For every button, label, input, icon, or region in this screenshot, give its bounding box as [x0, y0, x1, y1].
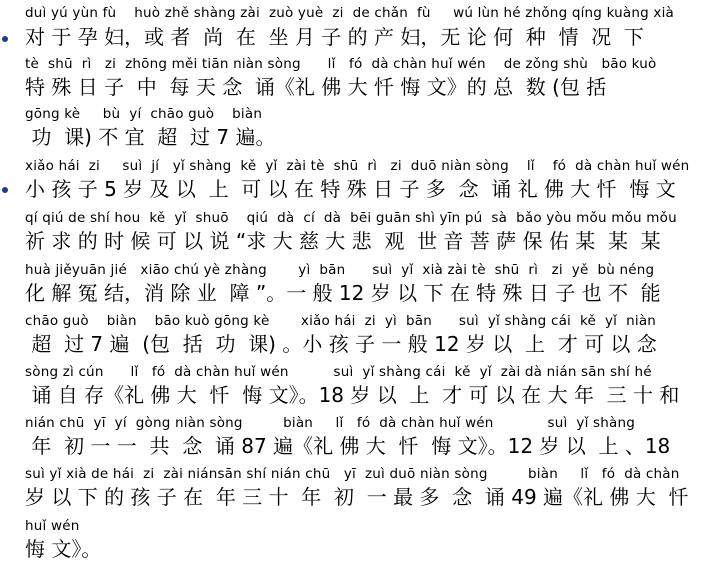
text-line: 对 于 孕 妇，或 者 尚 在 坐 月 子 的 产 妇，无 论 何 种 情 况 下: [25, 25, 644, 49]
text-line: 年 初 一 一 共 念 诵 87 遍《礼 佛 大 忏 悔 文》。12 岁 以 上 、18: [25, 434, 671, 458]
text-line: 诵 自 存《礼 佛 大 忏 悔 文》。18 岁 以 上 才 可 以 在 大 年 三 十 和: [25, 383, 680, 407]
pinyin-line: gōng kè bù yí chāo guò biàn: [25, 106, 263, 122]
text-line: 特 殊 日 子 中 每 天 念 诵《礼 佛 大 忏 悔 文》的 总 数 (包 括: [25, 75, 607, 99]
bullet-1: [2, 36, 8, 42]
pinyin-line: huà jiěyuān jié xiāo chú yè zhàng yì bān suì yǐ xià zài tè shū rì zi yě bù néng: [25, 262, 655, 278]
text-line: 小 孩 子 5 岁 及 以 上 可 以 在 特 殊 日 子 多 念 诵 礼 佛 大 忏 悔 文: [25, 177, 676, 201]
text-line: 化 解 冤 结，消 除 业 障 ”。一 般 12 岁 以 下 在 特 殊 日 子 也 不 能: [25, 281, 661, 305]
text-line: 岁 以 下 的 孩 子 在 年 三 十 年 初 一 最 多 念 诵 49 遍《礼 佛 大 忏: [25, 485, 689, 509]
pinyin-line: suì yǐ xià de hái zi zài niánsān shí nián chū yī zuì duō niàn sòng biàn lǐ fó dà chàn: [25, 466, 680, 482]
pinyin-line: xiǎo hái zi suì jí yǐ shàng kě yǐ zài tè shū rì zi duō niàn sòng lǐ fó dà chàn huǐ wén: [25, 158, 690, 174]
pinyin-line: nián chū yī yí gòng niàn sòng biàn lǐ fó dà chàn huǐ wén suì yǐ shàng: [25, 415, 636, 431]
pinyin-line: sòng zì cún lǐ fó dà chàn huǐ wén suì yǐ shàng cái kě yǐ zài dà nián sān shí hé: [25, 364, 652, 380]
pinyin-line: tè shū rì zi zhōng měi tiān niàn sòng lǐ fó dà chàn huǐ wén de zǒng shù bāo kuò: [25, 56, 657, 72]
bullet-2: [2, 187, 8, 193]
text-line: 超 过 7 遍 (包 括 功 课) 。小 孩 子 一 般 12 岁 以 上 才 可 以 念: [25, 332, 657, 356]
text-line: 功 课) 不 宜 超 过 7 遍。: [25, 125, 276, 149]
pinyin-line: chāo guò biàn bāo kuò gōng kè xiǎo hái zi yì bān suì yǐ shàng cái kě yǐ niàn: [25, 313, 657, 329]
pinyin-line: huǐ wén: [25, 518, 80, 534]
pinyin-line: duì yú yùn fù huò zhě shàng zài zuò yuè zi de chǎn fù wú lùn hé zhǒng qíng kuàng xià: [25, 5, 675, 21]
pinyin-line: qí qiú de shí hou kě yǐ shuō qiú dà cí dà bēi guān shì yīn pú sà bǎo yòu mǒu mǒu mǒu: [25, 210, 677, 226]
text-line: 祈 求 的 时 候 可 以 说 “求 大 慈 大 悲 观 世 音 菩 萨 保 佑 某 某 某: [25, 229, 661, 253]
text-line: 悔 文》。: [25, 537, 102, 561]
